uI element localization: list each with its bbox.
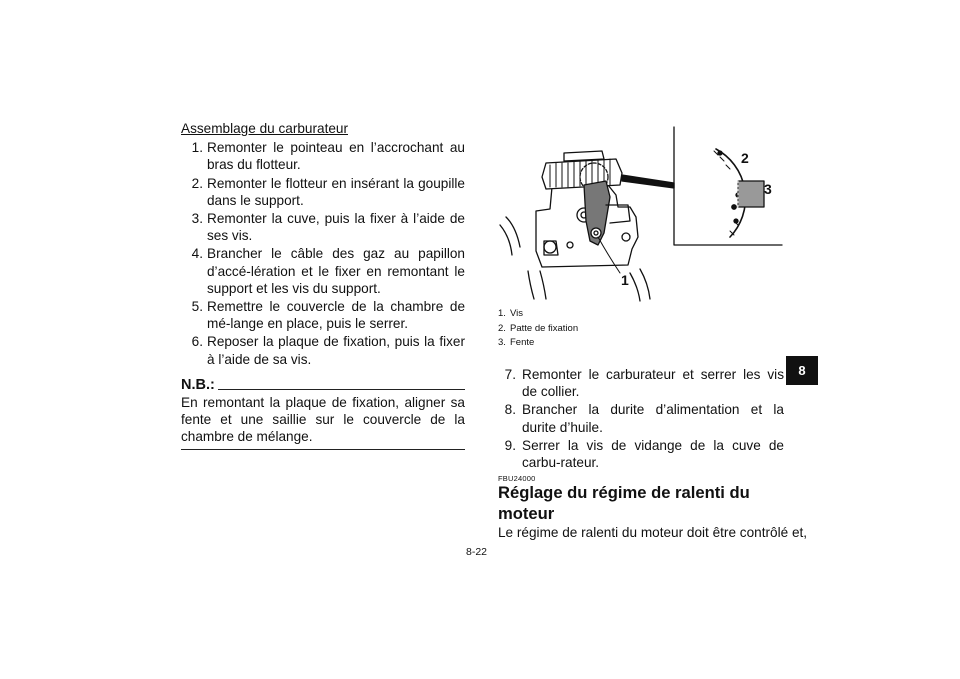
- step-item: 9. Serrer la vis de vidange de la cuve de carbu-rateur.: [504, 437, 784, 471]
- step-item: 5. Remettre le couvercle de la chambre de mé-lange en place, puis le serrer.: [191, 299, 465, 332]
- caption-item: 1. Vis: [498, 308, 524, 319]
- step-item: 2. Remonter le flotteur en insérant la goupille dans le support.: [191, 175, 465, 208]
- carburetor-figure: [498, 125, 784, 305]
- step-item: 3. Remonter la cuve, puis la fixer à l’aide de ses vis.: [191, 211, 465, 244]
- step-item: 6. Reposer la plaque de fixation, puis la fixer à l’aide de sa vis.: [191, 334, 465, 367]
- figure-label-2: 2: [741, 150, 749, 166]
- caption-item: 3. Fente: [498, 337, 535, 348]
- note-text: En remontant la plaque de fixation, aligner sa fente et une saillie sur le couvercle de la chambre de mélange.: [181, 394, 465, 445]
- note-box: [181, 377, 465, 451]
- note-bottom-rule: [181, 449, 465, 450]
- page-number: 8-22: [466, 546, 488, 558]
- section-intro: Le régime de ralenti du moteur doit être contrôlé et,: [498, 525, 808, 540]
- document-code: FBU24000: [498, 474, 536, 483]
- figure-captions: [498, 307, 578, 351]
- figure-label-1: 1: [621, 272, 629, 288]
- right-steps: [498, 366, 784, 472]
- assembly-steps: [181, 139, 465, 368]
- step-item: 4. Brancher le câble des gaz au papillon d’accé-lération et le fixer en remontant le support et les vis du support.: [191, 246, 465, 296]
- note-label: N.B.:: [181, 376, 215, 393]
- note-top-rule: [218, 389, 465, 390]
- chapter-tab: 8: [786, 356, 818, 385]
- step-item: 1. Remonter le pointeau en l’accrochant au bras du flotteur.: [191, 140, 465, 173]
- figure-label-3: 3: [764, 181, 772, 197]
- left-column: [181, 120, 465, 450]
- section-heading: Assemblage du carburateur: [181, 121, 348, 136]
- caption-item: 2. Patte de fixation: [498, 322, 579, 334]
- step-item: 7. Remonter le carburateur et serrer les vis de collier.: [504, 367, 784, 400]
- step-item: 8. Brancher la durite d’alimentation et la durite d’huile.: [504, 402, 784, 435]
- section-title: Réglage du régime de ralenti du moteur: [498, 483, 750, 523]
